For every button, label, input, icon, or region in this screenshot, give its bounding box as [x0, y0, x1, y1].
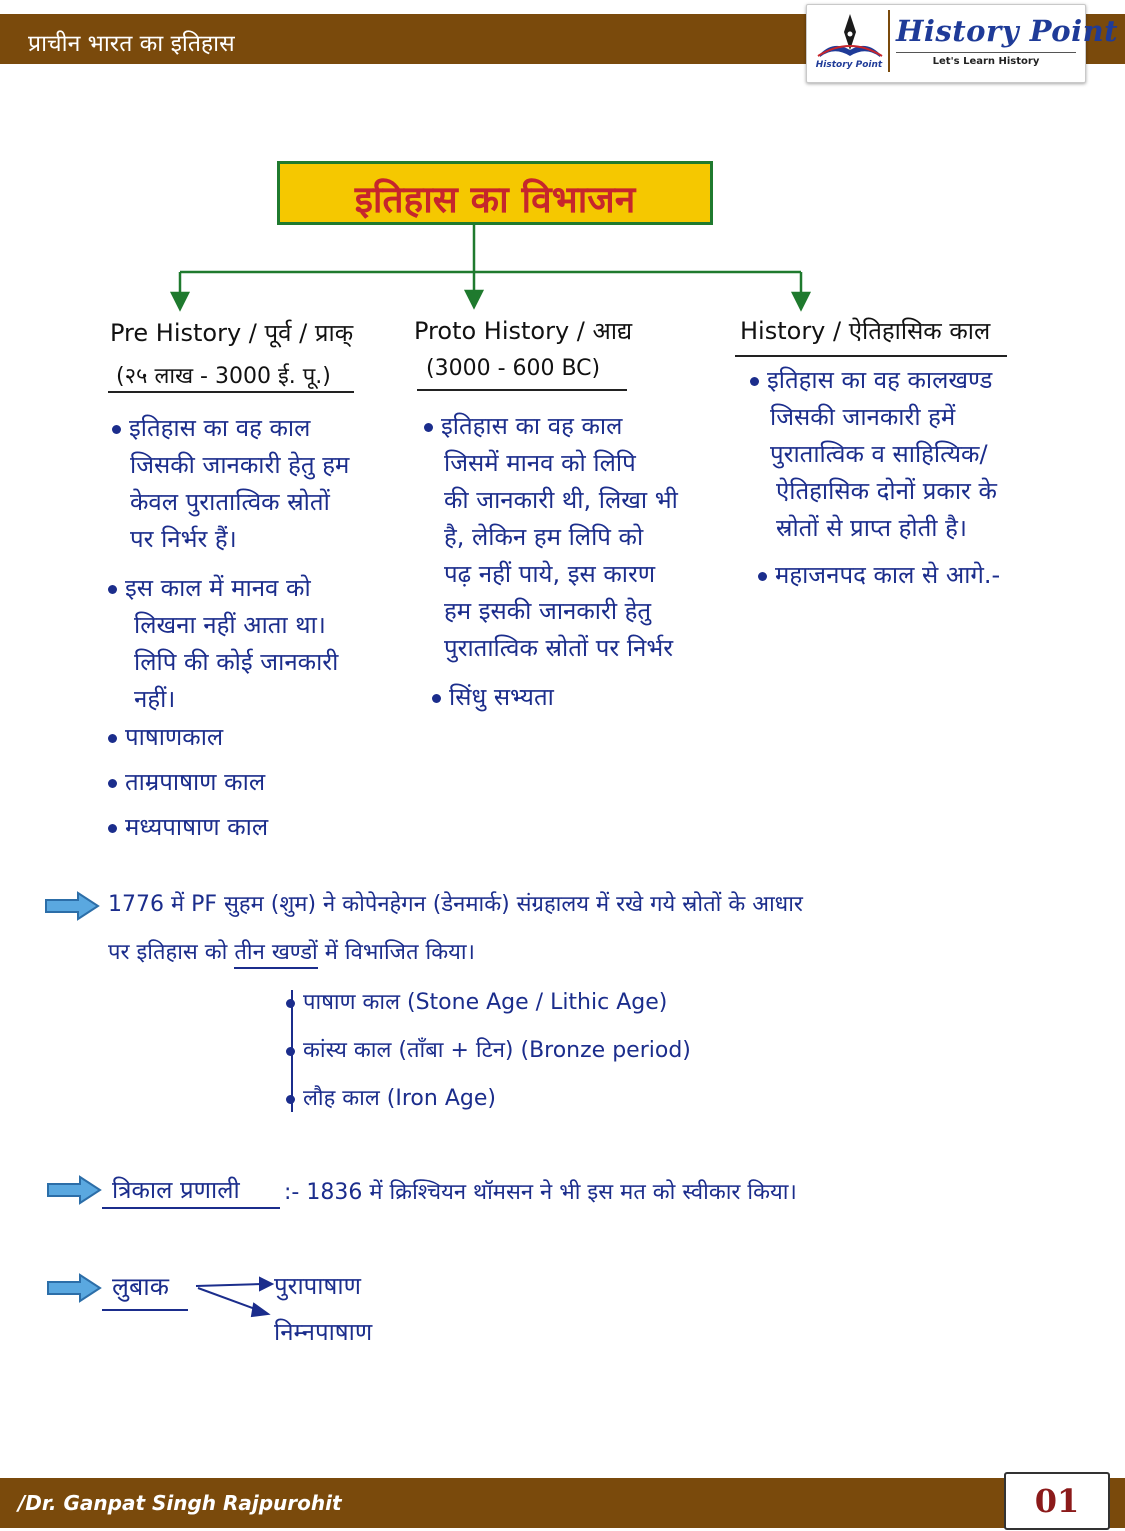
branch-2: निम्नपाषाण [274, 1318, 373, 1346]
arrow-right-icon [44, 890, 102, 922]
col3-point-1: इतिहास का वह कालखण्ड जिसकी जानकारी हमें पुरातात्विक व साहित्यिक/ ऐतिहासिक दोनों प्रकार के स्रोतों से प्राप्त होती है। [750, 362, 997, 547]
arrow-right-icon [46, 1272, 104, 1304]
logo-rule [896, 52, 1076, 53]
col3-underline [735, 355, 1007, 357]
book-title: प्राचीन भारत का इतिहास [28, 31, 235, 57]
note1-line1: 1776 में PF सुहम (शुम) ने कोपेनहेगन (डेनमार्क) संग्रहालय में रखे गये स्रोतों के आधार [108, 892, 803, 917]
logo-name: History Point [896, 14, 1119, 48]
col1-point-5: मध्यपाषाण काल [108, 810, 268, 843]
pen-book-icon [814, 10, 886, 60]
note1-item-2: कांस्य काल (ताँबा + टिन) (Bronze period) [286, 1034, 691, 1064]
tree-connectors [0, 225, 1125, 315]
bullet-icon [108, 585, 117, 594]
author: /Dr. Ganpat Singh Rajpurohit [18, 1491, 342, 1515]
note1-line2: पर इतिहास को तीन खण्डों में विभाजित किया। [108, 934, 475, 971]
three-parts-underlined: तीन खण्डों [234, 940, 317, 969]
branch-arrows [192, 1272, 278, 1322]
col2-heading: Proto History / आद्य [414, 317, 633, 345]
col1-point-3: पाषाणकाल [108, 720, 223, 753]
trikal-text: :- 1836 में क्रिश्चियन थॉमसन ने भी इस मत को स्वीकार किया। [284, 1180, 797, 1205]
arrow-right-icon [46, 1174, 104, 1206]
note1-item-3: लौह काल (Iron Age) [286, 1082, 496, 1112]
branch-1: पुरापाषाण [274, 1272, 361, 1300]
main-title: इतिहास का विभाजन [354, 178, 636, 221]
bullet-icon [424, 423, 433, 432]
logo-mark-text: History Point [815, 60, 883, 70]
col1-range: (२५ लाख - 3000 ई. पू.) [116, 364, 331, 389]
col2-point-1: इतिहास का वह काल जिसमें मानव को लिपि की जानकारी थी, लिखा भी है, लेकिन हम लिपि को पढ़ नहीं पाये, इस कारण हम इसकी जानकारी हेतु पुरातात्विक स्रोतों पर निर्भर [424, 408, 678, 667]
note1-item-1: पाषाण काल (Stone Age / Lithic Age) [286, 986, 667, 1016]
col1-underline [108, 391, 354, 393]
lubbock-underline [102, 1309, 188, 1311]
col3-heading: History / ऐतिहासिक काल [740, 317, 991, 345]
logo-divider [888, 10, 890, 72]
col1-point-1: इतिहास का वह काल जिसकी जानकारी हेतु हम केवल पुरातात्विक स्रोतों पर निर्भर हैं। [112, 410, 349, 558]
col2-underline [417, 389, 627, 391]
col3-point-2: महाजनपद काल से आगे.- [758, 558, 1000, 591]
logo-tagline: Let's Learn History [932, 56, 1040, 67]
col1-point-4: ताम्रपाषाण काल [108, 765, 265, 798]
trikal-underline [102, 1207, 280, 1209]
bullet-icon [112, 425, 121, 434]
page-number-box [1004, 1472, 1110, 1530]
col2-range: (3000 - 600 BC) [426, 356, 601, 381]
col1-point-2: इस काल में मानव को लिखना नहीं आता था। लिपि की कोई जानकारी नहीं। [108, 570, 338, 718]
col2-point-2: सिंधु सभ्यता [432, 680, 554, 713]
trikal-label: त्रिकाल प्रणाली [112, 1176, 240, 1204]
page-number: 01 [1034, 1482, 1080, 1520]
col1-heading: Pre History / पूर्व / प्राक् [110, 319, 354, 347]
lubbock-label: लुबाक [112, 1272, 169, 1301]
main-title-box [277, 161, 713, 225]
bullet-icon [750, 377, 759, 386]
